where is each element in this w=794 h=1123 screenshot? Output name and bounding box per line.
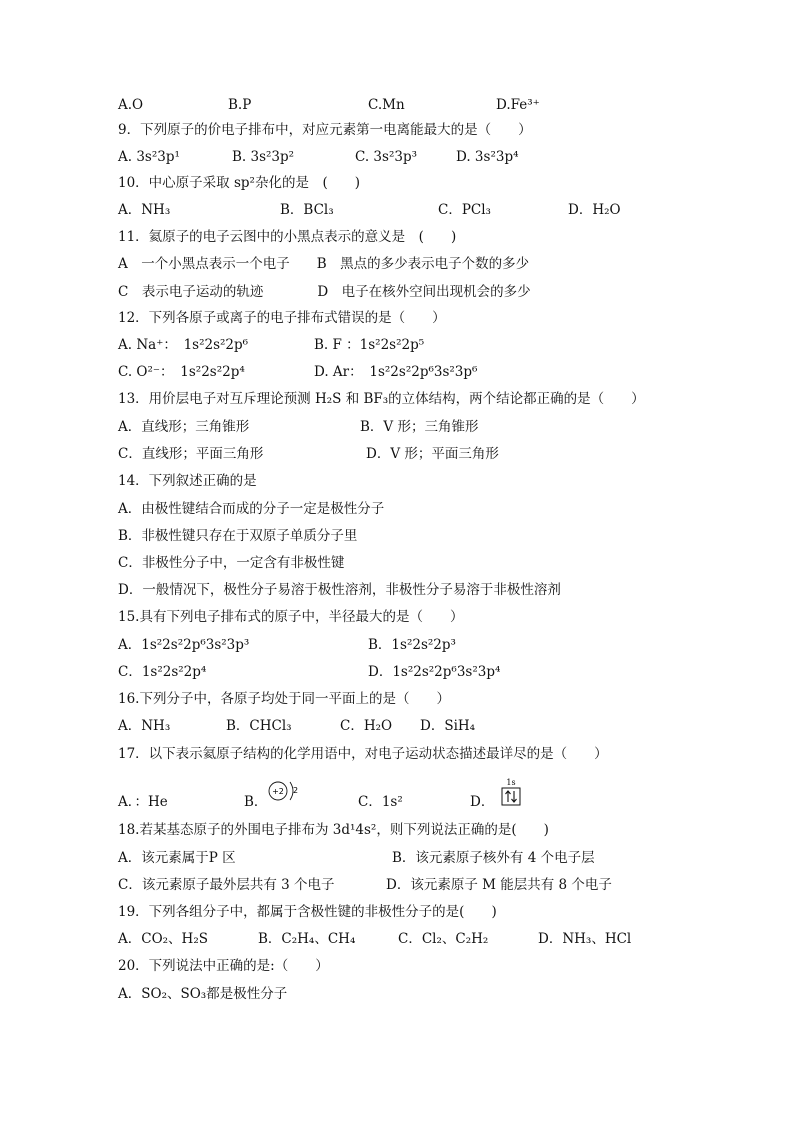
q13-stem: 13．用价层电子对互斥理论预测 H₂S 和 BF₃的立体结构，两个结论都正确的是（ ） [118, 391, 645, 407]
q18-option-c: C．该元素原子最外层共有 3 个电子 [118, 877, 335, 893]
q10-option-a: A．NH₃ [118, 202, 171, 218]
q17-option-d: D． [470, 794, 495, 810]
q16-option-a: A．NH₃ [118, 718, 171, 734]
q10-option-c: C．PCl₃ [438, 202, 491, 218]
q10-option-b: B．BCl₃ [280, 202, 334, 218]
q17-option-a: A．：He [118, 794, 168, 810]
q15-option-b: B．1s²2s²2p³ [368, 637, 456, 653]
q16-option-b: B．CHCl₃ [226, 718, 292, 734]
q17-option-c: C．1s² [358, 794, 403, 810]
q16-option-d: D．SiH₄ [420, 718, 476, 734]
q14-option-a: A．由极性键结合而成的分子一定是极性分子 [118, 501, 385, 517]
q8-option-b: B.P [228, 97, 252, 113]
q9-option-d: D. 3s²3p⁴ [456, 149, 519, 165]
q13-option-a: A．直线形；三角锥形 [118, 419, 250, 435]
q15-option-d: D．1s²2s²2p⁶3s²3p⁴ [368, 664, 501, 680]
q11-options-ab: A 一个小黑点表示一个电子 B 黑点的多少表示电子个数的多少 [118, 256, 530, 272]
q9-option-c: C. 3s²3p³ [355, 149, 418, 165]
q17-stem: 17．以下表示氦原子结构的化学用语中，对电子运动状态描述最详尽的是（ ） [118, 746, 608, 762]
q18-option-b: B．该元素原子核外有 4 个电子层 [392, 850, 595, 866]
q14-option-b: B．非极性键只存在于双原子单质分子里 [118, 528, 358, 544]
q12-option-a: A. Na⁺： 1s²2s²2p⁶ [118, 337, 249, 353]
q10-stem: 10．中心原子采取 sp²杂化的是 ( ) [118, 175, 360, 191]
q11-options-cd: C 表示电子运动的轨迹 D 电子在核外空间出现机会的多少 [118, 284, 531, 300]
q14-stem: 14．下列叙述正确的是 [118, 473, 257, 489]
q14-option-d: D．一般情况下，极性分子易溶于极性溶剂，非极性分子易溶于非极性溶剂 [118, 582, 561, 598]
q13-option-d: D．V 形；平面三角形 [366, 446, 499, 462]
helium-atom-structure-diagram [266, 779, 302, 803]
q15-option-c: C．1s²2s²2p⁴ [118, 664, 207, 680]
q18-option-a: A．该元素属于P 区 [118, 850, 236, 866]
q12-option-c: C. O²⁻： 1s²2s²2p⁴ [118, 364, 245, 380]
q9-option-a: A. 3s²3p¹ [118, 149, 180, 165]
orbital-label: 1s [506, 778, 516, 787]
atom-shell-label: 2 [293, 786, 299, 795]
q8-option-c: C.Mn [368, 97, 405, 113]
q18-stem: 18.若某基态原子的外围电子排布为 3d¹4s²，则下列说法正确的是( ) [118, 822, 549, 838]
q16-option-c: C．H₂O [340, 718, 393, 734]
atom-core-label: +2 [272, 787, 284, 796]
q19-option-c: C．Cl₂、C₂H₂ [398, 931, 489, 947]
orbital-box-diagram [500, 777, 522, 807]
q10-option-d: D．H₂O [568, 202, 621, 218]
q19-option-a: A．CO₂、H₂S [118, 931, 208, 947]
q19-stem: 19．下列各组分子中，都属于含极性键的非极性分子的是( ) [118, 904, 497, 920]
q9-stem: 9．下列原子的价电子排布中，对应元素第一电离能最大的是（ ） [118, 122, 532, 138]
q8-option-a: A.O [118, 97, 144, 113]
q12-stem: 12．下列各原子或离子的电子排布式错误的是（ ） [118, 310, 446, 326]
q13-option-b: B．V 形；三角锥形 [360, 419, 479, 435]
q9-option-b: B. 3s²3p² [232, 149, 295, 165]
q12-option-d: D. Ar： 1s²2s²2p⁶3s²3p⁶ [314, 364, 478, 380]
q20-stem: 20．下列说法中正确的是:（ ） [118, 958, 329, 974]
q11-stem: 11．氦原子的电子云图中的小黑点表示的意义是 ( ) [118, 229, 457, 245]
q19-option-b: B．C₂H₄、CH₄ [258, 931, 356, 947]
q14-option-c: C．非极性分子中，一定含有非极性键 [118, 555, 345, 571]
q17-option-b: B． [244, 794, 268, 810]
q13-option-c: C．直线形；平面三角形 [118, 446, 264, 462]
q15-stem: 15.具有下列电子排布式的原子中，半径最大的是（ ） [118, 609, 464, 625]
q16-stem: 16.下列分子中，各原子均处于同一平面上的是（ ） [118, 691, 450, 707]
q20-option-a: A．SO₂、SO₃都是极性分子 [118, 986, 288, 1002]
q8-option-d: D.Fe³⁺ [496, 97, 540, 113]
q12-option-b: B. F ：1s²2s²2p⁵ [314, 337, 425, 353]
q15-option-a: A．1s²2s²2p⁶3s²3p³ [118, 637, 250, 653]
q19-option-d: D．NH₃、HCl [538, 931, 632, 947]
q18-option-d: D．该元素原子 M 能层共有 8 个电子 [386, 877, 612, 893]
